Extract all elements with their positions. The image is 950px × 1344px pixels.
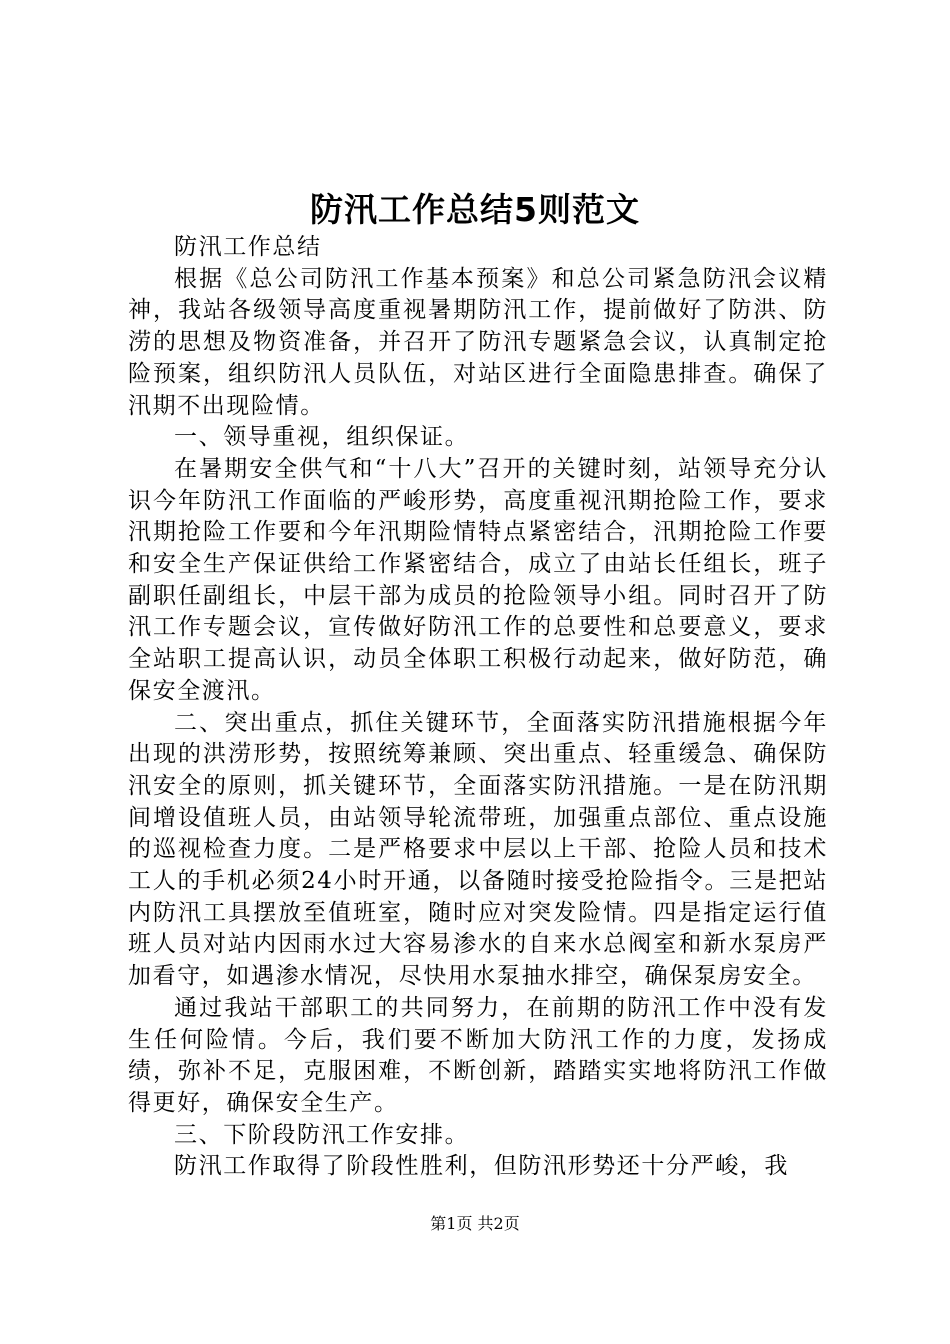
body-paragraph: 通过我站干部职工的共同努力，在前期的防汛工作中没有发生任何险情。今后，我们要不断加大防汛工作的力度，发扬成绩，弥补不足，克服困难，不断创新，踏踏实实地将防汛工作做得更好，确保安全生产。: [128, 994, 828, 1116]
section-heading: 防汛工作总结: [174, 234, 322, 260]
page-number-footer: 第1页 共2页: [430, 1214, 520, 1233]
section-heading: 一、领导重视，组织保证。: [174, 424, 470, 451]
body-paragraph: 在暑期安全供气和“十八大”召开的关键时刻，站领导充分认识今年防汛工作面临的严峻形势，高度重视汛期抢险工作，要求汛期抢险工作要和今年汛期险情特点紧密结合，汛期抢险工作要和安全生产保证供给工作紧密结合，成立了由站长任组长，班子副职任副组长，中层干部为成员的抢险领导小组。同时召开了防汛工作专题会议，宣传做好防汛工作的总要性和总要意义，要求全站职工提高认识，动员全体职工积极行动起来，做好防范，确保安全渡汛。: [128, 455, 828, 704]
body-paragraph: 二、突出重点，抓住关键环节，全面落实防汛措施根据今年出现的洪涝形势，按照统筹兼顾、突出重点、轻重缓急、确保防汛安全的原则，抓关键环节，全面落实防汛措施。一是在防汛期间增设值班人员，由站领导轮流带班，加强重点部位、重点设施的巡视检查力度。二是严格要求中层以上干部、抢险人员和技术工人的手机必须24小时开通，以备随时接受抢险指令。三是把站内防汛工具摆放至值班室，随时应对突发险情。四是指定运行值班人员对站内因雨水过大容易渗水的自来水总阀室和新水泵房严加看守，如遇渗水情况，尽快用水泵抽水排空，确保泵房安全。: [128, 709, 828, 990]
section-heading: 三、下阶段防汛工作安排。: [174, 1121, 470, 1148]
body-paragraph: 根据《总公司防汛工作基本预案》和总公司紧急防汛会议精神，我站各级领导高度重视暑期防汛工作，提前做好了防洪、防涝的思想及物资准备，并召开了防汛专题紧急会议，认真制定抢险预案，组织防汛人员队伍，对站区进行全面隐患排查。确保了汛期不出现险情。: [128, 265, 828, 419]
body-paragraph: 防汛工作取得了阶段性胜利，但防汛形势还十分严峻，我: [174, 1153, 789, 1180]
document-title: 防汛工作总结5则范文: [310, 190, 640, 229]
document-body: [128, 232, 828, 1183]
